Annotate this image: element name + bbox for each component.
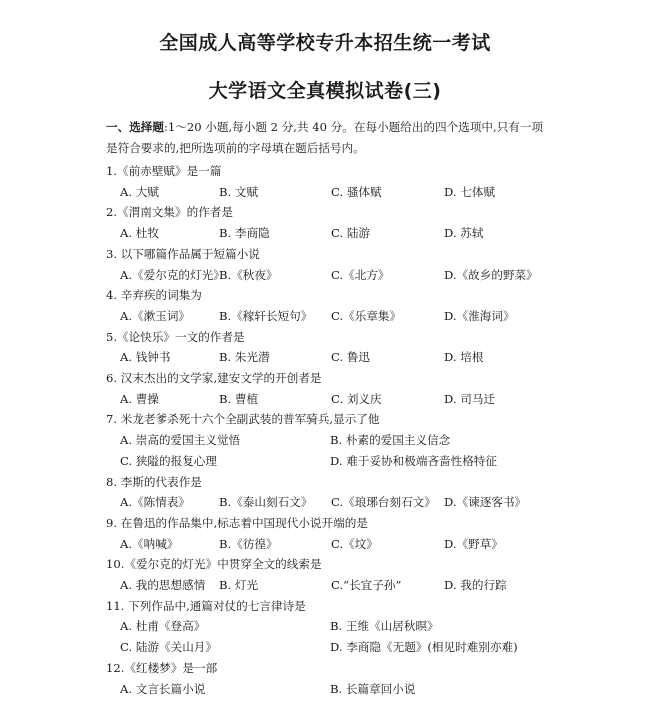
answer-option: A. 杜牧 [120, 226, 159, 241]
answer-option: A. 曹操 [120, 391, 159, 406]
answer-option: D. 司马迁 [444, 391, 496, 406]
answer-option: B. 灯光 [219, 578, 259, 592]
question-stem: 4. 辛弃疾的词集为 [106, 288, 202, 303]
question-stem: 2.《渭南文集》的作者是 [106, 205, 233, 220]
answer-option: A.《陈情表》 [120, 495, 191, 510]
answer-option: B.《秋夜》 [219, 267, 278, 282]
answer-option: D. 七体赋 [444, 184, 496, 199]
question-stem: 3. 以下哪篇作品属于短篇小说 [106, 246, 260, 261]
question-stem: 7. 米龙老爹杀死十六个全副武装的普军骑兵,显示了他 [106, 412, 380, 427]
answer-option: D. 培根 [444, 350, 484, 365]
answer-option: A.《爱尔克的灯光》 [120, 267, 225, 282]
answer-option: A. 崇高的爱国主义觉悟 [120, 433, 241, 448]
section-label: 一、选择题 [106, 120, 164, 134]
answer-option: B. 曹植 [219, 391, 259, 406]
question-stem: 9. 在鲁迅的作品集中,标志着中国现代小说开端的是 [106, 515, 368, 530]
answer-option: C.《乐章集》 [331, 308, 402, 323]
answer-option: A.《漱玉词》 [120, 308, 191, 323]
answer-option: B.《泰山刻石文》 [219, 495, 313, 510]
question-stem: 1.《前赤壁赋》是一篇 [106, 164, 222, 178]
section-instructions [106, 117, 546, 159]
answer-option: B. 朴素的爱国主义信念 [330, 433, 451, 448]
answer-option: D.《淮海词》 [444, 308, 515, 323]
answer-option: C.《琅琊台刻石文》 [331, 495, 436, 510]
answer-option: B.《彷徨》 [219, 536, 278, 551]
question-stem: 10.《爱尔克的灯光》中贯穿全文的线索是 [106, 557, 322, 572]
answer-option: D. 苏轼 [444, 226, 484, 241]
question-stem: 8. 李斯的代表作是 [106, 474, 202, 489]
question-stem: 12.《红楼梦》是一部 [106, 660, 218, 675]
answer-option: A. 钱钟书 [120, 350, 171, 365]
answer-option: A. 文言长篇小说 [120, 681, 206, 696]
answer-option: A. 大赋 [120, 184, 159, 199]
answer-option: C. 刘义庆 [331, 391, 382, 406]
answer-option: D.《谏逐客书》 [444, 495, 527, 510]
answer-option: D. 李商隐《无题》(相见时难别亦难) [330, 640, 518, 655]
answer-option: B. 长篇章回小说 [330, 681, 416, 696]
answer-option: C.《坟》 [331, 536, 378, 551]
answer-option: C. 骚体赋 [331, 184, 382, 199]
answer-option: B. 文赋 [219, 184, 259, 199]
answer-option: C. 陆游《关山月》 [120, 640, 217, 655]
answer-option: A. 我的思想感情 [120, 578, 206, 592]
section-text: :1～20 小题,每小题 2 分,共 40 分。在每小题给出的四个选项中,只有一项是符合要求的,把所选项前的字母填在题后括号内。 [106, 120, 544, 155]
exam-title: 全国成人高等学校专升本招生统一考试 [159, 32, 491, 54]
answer-option: B. 王维《山居秋暝》 [330, 619, 439, 634]
answer-option: A.《呐喊》 [120, 536, 179, 551]
answer-option: C.《北方》 [331, 267, 390, 282]
paper-subtitle: 大学语文全真模拟试卷(三) [208, 80, 442, 102]
answer-option: C. 狭隘的报复心理 [120, 453, 217, 468]
answer-option: C.“长宜子孙” [331, 578, 402, 592]
answer-option: D. 难于妥协和极端吝啬性格特征 [330, 453, 497, 468]
answer-option: A. 杜甫《登高》 [120, 619, 206, 634]
question-stem: 5.《论快乐》一文的作者是 [106, 329, 245, 344]
answer-option: C. 陆游 [331, 226, 371, 241]
question-stem: 6. 汉末杰出的文学家,建安文学的开创者是 [106, 371, 322, 385]
answer-option: D.《野草》 [444, 536, 503, 551]
answer-option: D. 我的行踪 [444, 578, 507, 592]
answer-option: B. 朱光潜 [219, 350, 270, 365]
answer-option: C. 鲁迅 [331, 350, 371, 365]
question-stem: 11. 下列作品中,通篇对仗的七言律诗是 [106, 598, 306, 613]
answer-option: B.《稼轩长短句》 [219, 308, 313, 323]
answer-option: D.《故乡的野菜》 [444, 267, 538, 282]
answer-option: B. 李商隐 [219, 226, 270, 241]
